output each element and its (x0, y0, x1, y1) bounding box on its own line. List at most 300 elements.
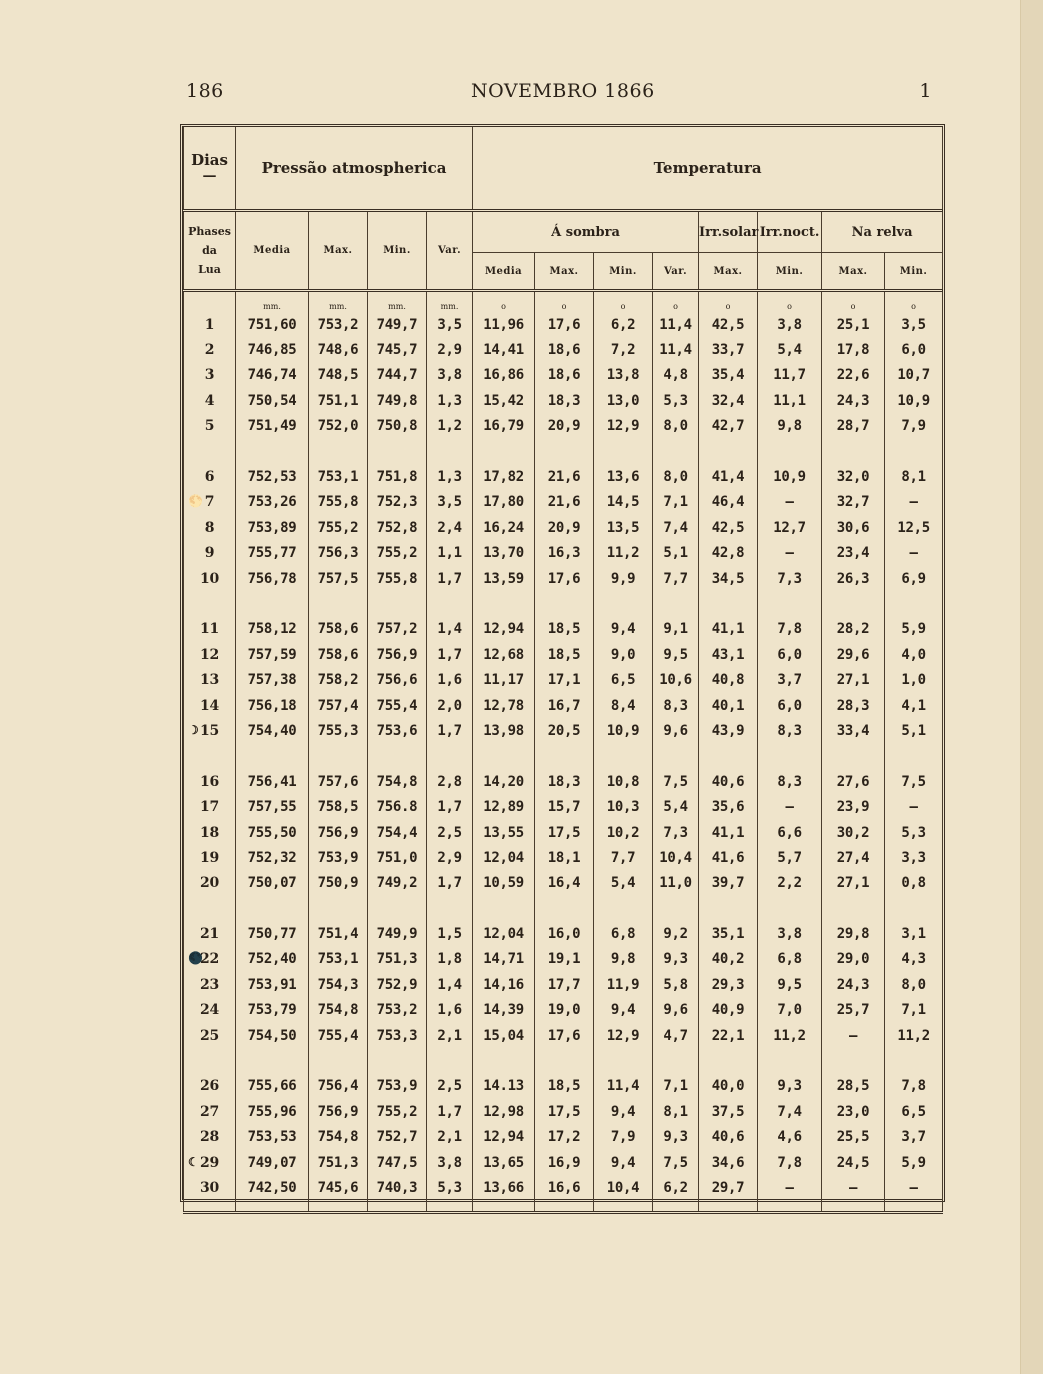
value-cell: 756,3 (309, 541, 368, 566)
value-cell: 27,1 (822, 667, 885, 692)
value-cell: 17,82 (473, 464, 535, 489)
value-cell: 5,1 (885, 718, 943, 743)
value-cell: 756,9 (368, 642, 427, 667)
value-cell: 4,7 (653, 1023, 699, 1048)
value-cell: 16,3 (535, 541, 594, 566)
value-cell: 1,1 (427, 541, 473, 566)
value-cell: 755,96 (236, 1099, 309, 1124)
value-cell: 18,3 (535, 388, 594, 413)
value-cell: — (885, 794, 943, 819)
value-cell: 758,6 (309, 617, 368, 642)
value-cell: 2,9 (427, 337, 473, 362)
col-p-max: Max. (309, 211, 368, 290)
value-cell: 5,9 (885, 1150, 943, 1175)
spacer-row (184, 591, 943, 616)
day-cell (184, 388, 236, 413)
value-cell: 1,0 (885, 667, 943, 692)
day-cell (184, 617, 236, 642)
value-cell: 753,89 (236, 515, 309, 540)
day-number: 19 (200, 849, 219, 866)
value-cell: 12,04 (473, 845, 535, 870)
value-cell: 16,9 (535, 1150, 594, 1175)
value-cell: 756,9 (309, 820, 368, 845)
table-row (184, 871, 943, 896)
col-p-media: Media (236, 211, 309, 290)
value-cell: 29,3 (699, 972, 758, 997)
value-cell: 1,6 (427, 998, 473, 1023)
value-cell: 16,86 (473, 363, 535, 388)
day-number: 22 (200, 951, 219, 968)
value-cell: 750,9 (309, 871, 368, 896)
table-row (184, 1125, 943, 1150)
value-cell: 16,6 (535, 1175, 594, 1200)
value-cell: 754,40 (236, 718, 309, 743)
value-cell: 7,7 (594, 845, 653, 870)
day-number: 20 (200, 875, 219, 892)
table-row (184, 820, 943, 845)
value-cell: 6,0 (758, 642, 822, 667)
col-irn-min: Min. (758, 253, 822, 290)
value-cell: 5,3 (885, 820, 943, 845)
unit-label: o (885, 291, 943, 313)
value-cell: 9,3 (653, 1125, 699, 1150)
value-cell: 40,0 (699, 1074, 758, 1099)
value-cell: 5,4 (594, 871, 653, 896)
table-row (184, 414, 943, 439)
day-cell (184, 1125, 236, 1150)
value-cell: 6,2 (594, 312, 653, 337)
value-cell: 12,04 (473, 921, 535, 946)
day-number: 13 (200, 672, 219, 689)
value-cell: 756,4 (309, 1074, 368, 1099)
value-cell: 9,1 (653, 617, 699, 642)
value-cell: 7,2 (594, 337, 653, 362)
value-cell: 2,8 (427, 769, 473, 794)
col-s-media: Media (473, 253, 535, 290)
phases-label: Phases (188, 225, 231, 238)
value-cell: 757,2 (368, 617, 427, 642)
day-number: 1 (204, 316, 215, 333)
value-cell: 17,2 (535, 1125, 594, 1150)
value-cell: 13,8 (594, 363, 653, 388)
spacer-row (184, 744, 943, 769)
value-cell: 1,6 (427, 667, 473, 692)
value-cell: 4,6 (758, 1125, 822, 1150)
value-cell: 751,3 (368, 947, 427, 972)
day-cell (184, 794, 236, 819)
value-cell: 32,4 (699, 388, 758, 413)
value-cell: 9,5 (758, 972, 822, 997)
col-p-var: Var. (427, 211, 473, 290)
day-cell (184, 464, 236, 489)
dias-dash: — (202, 168, 217, 184)
value-cell: 43,1 (699, 642, 758, 667)
value-cell: 1,4 (427, 617, 473, 642)
value-cell: 13,70 (473, 541, 535, 566)
value-cell: 16,79 (473, 414, 535, 439)
value-cell: 11,2 (594, 541, 653, 566)
unit-label: o (473, 291, 535, 313)
day-number: 18 (200, 824, 219, 841)
value-cell: 13,65 (473, 1150, 535, 1175)
value-cell: 5,4 (758, 337, 822, 362)
value-cell: 28,3 (822, 693, 885, 718)
value-cell: 6,9 (885, 566, 943, 591)
value-cell: 34,6 (699, 1150, 758, 1175)
value-cell: 10,3 (594, 794, 653, 819)
value-cell: 23,0 (822, 1099, 885, 1124)
value-cell: 3,7 (885, 1125, 943, 1150)
value-cell: 755,50 (236, 820, 309, 845)
value-cell: 41,1 (699, 820, 758, 845)
day-number: 23 (200, 976, 219, 993)
value-cell: 11,17 (473, 667, 535, 692)
spacer-row (184, 1048, 943, 1073)
value-cell: 7,3 (653, 820, 699, 845)
value-cell: 16,7 (535, 693, 594, 718)
value-cell: 1,3 (427, 388, 473, 413)
value-cell: 753,91 (236, 972, 309, 997)
value-cell: 19,0 (535, 998, 594, 1023)
day-cell (184, 414, 236, 439)
page-title: NOVEMBRO 1866 (471, 80, 655, 102)
value-cell: 7,4 (758, 1099, 822, 1124)
page-edge (1020, 0, 1043, 1374)
moon-phase-icon: ☽ (188, 722, 199, 737)
table-row (184, 337, 943, 362)
header-temperatura: Temperatura (473, 127, 943, 211)
value-cell: 11,4 (653, 312, 699, 337)
value-cell: 7,9 (885, 414, 943, 439)
value-cell: 8,3 (653, 693, 699, 718)
value-cell: 11,4 (653, 337, 699, 362)
day-number: 4 (204, 392, 215, 409)
value-cell: 27,6 (822, 769, 885, 794)
value-cell: 751,0 (368, 845, 427, 870)
value-cell: 29,8 (822, 921, 885, 946)
table-row (184, 464, 943, 489)
table-bottom (184, 1201, 943, 1213)
value-cell: 758,5 (309, 794, 368, 819)
value-cell: 22,6 (822, 363, 885, 388)
value-cell: 749,9 (368, 921, 427, 946)
value-cell: — (758, 490, 822, 515)
value-cell: 3,8 (427, 1150, 473, 1175)
day-number: 24 (200, 1002, 219, 1019)
value-cell: 8,1 (885, 464, 943, 489)
value-cell: 1,7 (427, 566, 473, 591)
table-row (184, 312, 943, 337)
page-mark: 1 (919, 80, 932, 102)
value-cell: 754,8 (309, 1125, 368, 1150)
value-cell: 11,96 (473, 312, 535, 337)
value-cell: 17,5 (535, 820, 594, 845)
table-row (184, 998, 943, 1023)
value-cell: 1,7 (427, 1099, 473, 1124)
unit-label: o (699, 291, 758, 313)
value-cell: — (885, 490, 943, 515)
day-cell (184, 693, 236, 718)
value-cell: 42,5 (699, 312, 758, 337)
value-cell: 754,4 (368, 820, 427, 845)
value-cell: 40,6 (699, 1125, 758, 1150)
value-cell: 9,4 (594, 1150, 653, 1175)
value-cell: 7,5 (653, 1150, 699, 1175)
value-cell: 0,8 (885, 871, 943, 896)
value-cell: 750,8 (368, 414, 427, 439)
value-cell: 756,6 (368, 667, 427, 692)
value-cell: 749,07 (236, 1150, 309, 1175)
weather-table (183, 127, 943, 1214)
value-cell: 758,2 (309, 667, 368, 692)
value-cell: 11,1 (758, 388, 822, 413)
value-cell: 1,7 (427, 871, 473, 896)
value-cell: 12,9 (594, 414, 653, 439)
value-cell: 746,74 (236, 363, 309, 388)
value-cell: 24,3 (822, 972, 885, 997)
table-row (184, 388, 943, 413)
value-cell: 17,5 (535, 1099, 594, 1124)
table-row (184, 972, 943, 997)
table-row (184, 1099, 943, 1124)
value-cell: 18,5 (535, 1074, 594, 1099)
value-cell: 753,6 (368, 718, 427, 743)
units-row (184, 291, 943, 313)
day-cell (184, 642, 236, 667)
value-cell: 5,3 (427, 1175, 473, 1200)
value-cell: 14,41 (473, 337, 535, 362)
value-cell: 15,04 (473, 1023, 535, 1048)
value-cell: 9,6 (653, 998, 699, 1023)
value-cell: 753,2 (368, 998, 427, 1023)
day-cell (184, 820, 236, 845)
value-cell: 755,77 (236, 541, 309, 566)
value-cell: 21,6 (535, 464, 594, 489)
value-cell: 748,6 (309, 337, 368, 362)
day-cell (184, 769, 236, 794)
value-cell: 9,0 (594, 642, 653, 667)
value-cell: 34,5 (699, 566, 758, 591)
value-cell: 10,2 (594, 820, 653, 845)
value-cell: 11,0 (653, 871, 699, 896)
col-irs-max: Max. (699, 253, 758, 290)
value-cell: 40,2 (699, 947, 758, 972)
value-cell: 753,1 (309, 947, 368, 972)
value-cell: 13,55 (473, 820, 535, 845)
day-number: 15 (200, 722, 219, 739)
value-cell: 753,9 (309, 845, 368, 870)
unit-label: o (535, 291, 594, 313)
day-cell (184, 515, 236, 540)
value-cell: 756,9 (309, 1099, 368, 1124)
table-row (184, 1150, 943, 1175)
value-cell: 6,0 (758, 693, 822, 718)
value-cell: 757,55 (236, 794, 309, 819)
value-cell: 7,8 (885, 1074, 943, 1099)
value-cell: 18,5 (535, 642, 594, 667)
value-cell: 14.13 (473, 1074, 535, 1099)
value-cell: 757,38 (236, 667, 309, 692)
value-cell: 755,2 (368, 1099, 427, 1124)
value-cell: 14,5 (594, 490, 653, 515)
value-cell: 7,1 (653, 490, 699, 515)
value-cell: 2,5 (427, 1074, 473, 1099)
value-cell: 25,5 (822, 1125, 885, 1150)
day-number: 11 (200, 621, 219, 638)
spacer-row (184, 439, 943, 464)
value-cell: 755,8 (309, 490, 368, 515)
value-cell: 755,4 (309, 1023, 368, 1048)
value-cell: 1,8 (427, 947, 473, 972)
value-cell: 25,1 (822, 312, 885, 337)
value-cell: 17,80 (473, 490, 535, 515)
value-cell: 9,3 (653, 947, 699, 972)
value-cell: 29,6 (822, 642, 885, 667)
table-row (184, 769, 943, 794)
value-cell: 3,5 (427, 490, 473, 515)
value-cell: 4,0 (885, 642, 943, 667)
value-cell: 1,7 (427, 642, 473, 667)
unit-label: mm. (427, 291, 473, 313)
col-s-var: Var. (653, 253, 699, 290)
value-cell: 5,7 (758, 845, 822, 870)
spacer-row (184, 896, 943, 921)
table-row (184, 566, 943, 591)
value-cell: — (758, 794, 822, 819)
value-cell: 752,40 (236, 947, 309, 972)
col-p-min: Min. (368, 211, 427, 290)
value-cell: 16,0 (535, 921, 594, 946)
value-cell: 757,59 (236, 642, 309, 667)
col-rel-max: Max. (822, 253, 885, 290)
value-cell: 21,6 (535, 490, 594, 515)
page-number: 186 (186, 80, 224, 102)
value-cell: 10,9 (594, 718, 653, 743)
moon-phase-icon: 🌑 (188, 951, 203, 966)
value-cell: 744,7 (368, 363, 427, 388)
col-rel-min: Min. (885, 253, 943, 290)
day-number: 16 (200, 773, 219, 790)
header-irr-solar: Irr.solar (699, 211, 758, 253)
day-number: 5 (204, 418, 215, 435)
value-cell: 2,5 (427, 820, 473, 845)
value-cell: 10,59 (473, 871, 535, 896)
value-cell: 9,4 (594, 1099, 653, 1124)
value-cell: 9,4 (594, 998, 653, 1023)
value-cell: 3,5 (885, 312, 943, 337)
day-cell (184, 667, 236, 692)
value-cell: 9,3 (758, 1074, 822, 1099)
value-cell: 753,53 (236, 1125, 309, 1150)
header-phases (184, 211, 236, 290)
value-cell: 10,4 (594, 1175, 653, 1200)
col-s-min: Min. (594, 253, 653, 290)
unit-label: o (822, 291, 885, 313)
value-cell: 747,5 (368, 1150, 427, 1175)
value-cell: — (822, 1175, 885, 1200)
value-cell: 9,8 (758, 414, 822, 439)
table-row (184, 1074, 943, 1099)
value-cell: 758,6 (309, 642, 368, 667)
value-cell: 35,4 (699, 363, 758, 388)
day-cell (184, 566, 236, 591)
table-row (184, 947, 943, 972)
value-cell: 10,6 (653, 667, 699, 692)
value-cell: 753,1 (309, 464, 368, 489)
day-cell (184, 490, 236, 515)
value-cell: 745,7 (368, 337, 427, 362)
value-cell: 42,7 (699, 414, 758, 439)
value-cell: 7,5 (885, 769, 943, 794)
value-cell: 12,9 (594, 1023, 653, 1048)
unit-label: o (594, 291, 653, 313)
value-cell: 753,2 (309, 312, 368, 337)
value-cell: 1,5 (427, 921, 473, 946)
table-row (184, 642, 943, 667)
value-cell: 17,6 (535, 312, 594, 337)
table-row (184, 693, 943, 718)
value-cell: 7,8 (758, 1150, 822, 1175)
value-cell: 742,50 (236, 1175, 309, 1200)
value-cell: 749,7 (368, 312, 427, 337)
value-cell: 750,54 (236, 388, 309, 413)
da-label: da (202, 244, 217, 257)
table-row (184, 1175, 943, 1200)
value-cell: 18,1 (535, 845, 594, 870)
value-cell: 752,3 (368, 490, 427, 515)
day-number: 27 (200, 1103, 219, 1120)
value-cell: 753,79 (236, 998, 309, 1023)
value-cell: 7,8 (758, 617, 822, 642)
value-cell: 26,3 (822, 566, 885, 591)
value-cell: 27,1 (822, 871, 885, 896)
value-cell: 751,60 (236, 312, 309, 337)
value-cell: 14,20 (473, 769, 535, 794)
value-cell: 39,7 (699, 871, 758, 896)
value-cell: 40,6 (699, 769, 758, 794)
value-cell: 6,8 (594, 921, 653, 946)
day-cell (184, 1099, 236, 1124)
day-cell (184, 921, 236, 946)
value-cell: 30,6 (822, 515, 885, 540)
value-cell: 4,1 (885, 693, 943, 718)
value-cell: 756.8 (368, 794, 427, 819)
day-cell (184, 541, 236, 566)
day-cell (184, 998, 236, 1023)
value-cell: 752,9 (368, 972, 427, 997)
value-cell: 1,7 (427, 718, 473, 743)
header-sombra: Á sombra (473, 211, 699, 253)
moon-phase-icon: 🌕 (188, 494, 203, 509)
value-cell: 10,9 (758, 464, 822, 489)
day-number: 12 (200, 646, 219, 663)
value-cell: 756,18 (236, 693, 309, 718)
header-pressao: Pressão atmospherica (236, 127, 473, 211)
value-cell: 40,8 (699, 667, 758, 692)
value-cell: 751,3 (309, 1150, 368, 1175)
value-cell: 7,4 (653, 515, 699, 540)
value-cell: 16,4 (535, 871, 594, 896)
table-row (184, 667, 943, 692)
day-number: 3 (204, 367, 215, 384)
value-cell: 3,1 (885, 921, 943, 946)
value-cell: 1,2 (427, 414, 473, 439)
value-cell: 10,9 (885, 388, 943, 413)
value-cell: 6,2 (653, 1175, 699, 1200)
unit-label: o (758, 291, 822, 313)
table-row (184, 541, 943, 566)
value-cell: — (822, 1023, 885, 1048)
